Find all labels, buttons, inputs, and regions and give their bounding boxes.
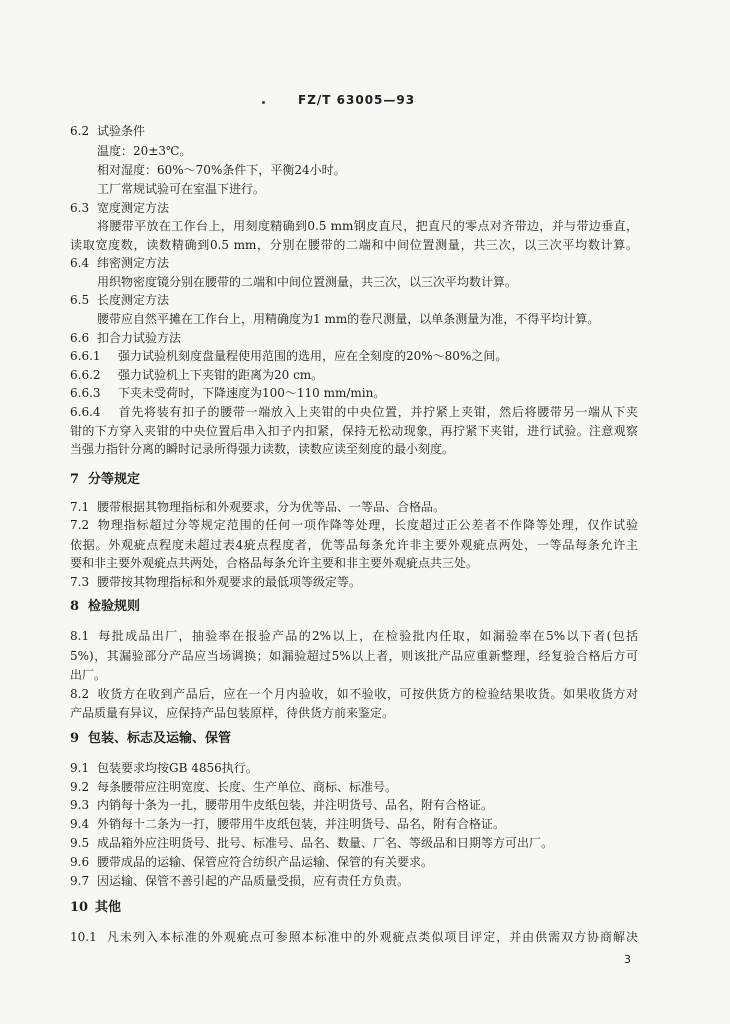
clause-number: 6.6.1 — [70, 349, 101, 363]
clause-7-2 — [70, 516, 638, 534]
section-7-heading — [70, 471, 638, 489]
clause-text: 凡未列入本标准的外观疵点可参照本标准中的外观疵点类似项目评定，并由供需双方协商解决 — [106, 930, 638, 944]
clause-text: 首先将装有扣子的腰带一端放入上夹钳的中央位置，并拧紧上夹钳，然后将腰带另一端从下夹 — [118, 405, 638, 419]
clause-9-7 — [70, 872, 638, 890]
clause-6-4-heading — [70, 254, 638, 272]
clause-title: 长度测定方法 — [97, 293, 170, 307]
clause-6-6-2 — [70, 366, 638, 384]
section-9-heading — [70, 730, 638, 748]
clause-number: 6.6.2 — [70, 368, 101, 382]
clause-6-5-heading — [70, 291, 638, 309]
clause-9-1 — [70, 759, 638, 777]
clause-8-2-body-line: 产品质量有异议，应保持产品包装原样，待供货方前来鉴定。 — [70, 706, 395, 720]
clause-6-2-body-line: 温度：20±3℃。 — [97, 144, 192, 158]
section-number: 10 — [70, 900, 89, 915]
section-8-heading — [70, 598, 638, 616]
clause-text: 因运输、保管不善引起的产品质量受损，应有责任方负责。 — [97, 874, 410, 888]
clause-text: 每条腰带应注明宽度、长度、生产单位、商标、标准号。 — [97, 780, 398, 794]
section-title: 分等规定 — [88, 472, 141, 487]
clause-6-3-body-line: 将腰带平放在工作台上，用刻度精确到0.5 mm钢皮直尺，把直尺的零点对齐带边，并与带边垂直， — [97, 219, 638, 233]
clause-8-1 — [70, 627, 638, 645]
clause-6-6-heading — [70, 329, 638, 347]
clause-6-2-heading — [70, 122, 638, 140]
standard-code-header: FZ/T 63005—93 — [298, 93, 416, 107]
clause-9-3 — [70, 796, 638, 814]
section-title: 其他 — [95, 900, 122, 915]
clause-6-4-body-line: 用织物密度镜分别在腰带的二端和中间位置测量，共三次，以三次平均数计算。 — [97, 275, 518, 289]
clause-10-1 — [70, 928, 638, 946]
clause-text: 每批成品出厂，抽验率在报验产品的2%以上，在检验批内任取，如漏验率在5%以下者(包括 — [97, 629, 638, 643]
clause-number: 6.3 — [70, 201, 90, 215]
clause-7-3 — [70, 573, 638, 591]
clause-number: 6.2 — [70, 124, 90, 138]
clause-text: 强力试验机上下夹钳的距离为20 cm。 — [118, 368, 324, 382]
clause-title: 纬密测定方法 — [97, 256, 170, 270]
clause-number: 7.2 — [70, 518, 90, 532]
clause-number: 6.6 — [70, 331, 90, 345]
clause-number: 8.2 — [70, 687, 90, 701]
clause-text: 内销每十条为一扎，腰带用牛皮纸包装，并注明货号、品名，附有合格证。 — [97, 798, 494, 812]
section-title: 检验规则 — [88, 599, 141, 614]
clause-9-6 — [70, 853, 638, 871]
clause-number: 9.5 — [70, 836, 90, 850]
clause-text: 成品箱外应注明货号、批号、标准号、品名、数量、厂名、等级品和日期等方可出厂。 — [97, 836, 554, 850]
clause-number: 8.1 — [70, 629, 90, 643]
clause-6-3-body-line: 读取宽度数，读数精确到0.5 mm，分别在腰带的二端和中间位置测量，共三次，以三次平均数计算。 — [70, 238, 638, 252]
clause-6-3-heading — [70, 199, 638, 217]
clause-9-2 — [70, 778, 638, 796]
clause-6-6-1 — [70, 347, 638, 365]
clause-title: 扣合力试验方法 — [97, 331, 182, 345]
clause-7-2-body-line: 要和非主要外观疵点共两处，合格品每条允许主要和非主要外观疵点共三处。 — [70, 556, 479, 570]
clause-number: 9.3 — [70, 798, 90, 812]
clause-9-5 — [70, 834, 638, 852]
clause-text: 收货方在收到产品后，应在一个月内验收，如不验收，可按供货方的检验结果收货。如果收货方对 — [97, 687, 638, 701]
section-number: 7 — [70, 472, 80, 487]
clause-number: 6.6.3 — [70, 386, 101, 400]
clause-6-6-3 — [70, 384, 638, 402]
clause-title: 宽度测定方法 — [97, 201, 170, 215]
clause-9-4 — [70, 815, 638, 833]
section-number: 9 — [70, 731, 80, 746]
clause-number: 7.3 — [70, 575, 90, 589]
clause-number: 6.4 — [70, 256, 90, 270]
clause-6-6-4 — [70, 403, 638, 421]
section-number: 8 — [70, 599, 80, 614]
clause-title: 试验条件 — [97, 124, 146, 138]
clause-text: 外销每十二条为一打，腰带用牛皮纸包装，并注明货号、品名，附有合格证。 — [97, 817, 506, 831]
clause-text: 下夹未受荷时，下降速度为100～110 mm/min。 — [118, 386, 386, 400]
clause-number: 9.7 — [70, 874, 90, 888]
clause-number: 6.5 — [70, 293, 90, 307]
clause-number: 9.4 — [70, 817, 90, 831]
clause-text: 腰带成品的运输、保管应符合纺织产品运输、保管的有关要求。 — [97, 855, 434, 869]
clause-text: 腰带按其物理指标和外观要求的最低项等级定等。 — [97, 575, 362, 589]
clause-number: 6.6.4 — [70, 405, 101, 419]
clause-text: 包装要求均按GB 4856执行。 — [97, 761, 258, 775]
clause-text: 腰带根据其物理指标和外观要求，分为优等品、一等品、合格品。 — [97, 500, 446, 514]
clause-8-1-body-line: 5%)，其漏验部分产品应当场调换；如漏验超过5%以上者，则该批产品应重新整理，经复验合格后方可 — [70, 649, 638, 663]
clause-7-2-body-line: 依据。外观疵点程度未超过表4疵点程度者，优等品每条允许非主要外观疵点两处，一等品每条允许主 — [70, 538, 638, 552]
section-title: 包装、标志及运输、保管 — [88, 731, 232, 746]
clause-6-6-4-body-line: 钳的下方穿入夹钳的中央位置后串入扣子内扣紧，保持无松动现象，再拧紧下夹钳，进行试验。注意观察 — [70, 424, 638, 438]
clause-6-6-4-body-line: 当强力指针分离的瞬时记录所得强力读数，读数应读至刻度的最小刻度。 — [70, 442, 455, 456]
clause-number: 10.1 — [70, 930, 97, 944]
scan-artifact-dot — [262, 101, 265, 104]
clause-number: 7.1 — [70, 500, 90, 514]
clause-7-1 — [70, 498, 638, 516]
clause-6-2-body-line: 相对湿度：60%～70%条件下，平衡24小时。 — [97, 163, 346, 177]
clause-number: 9.1 — [70, 761, 90, 775]
clause-8-2 — [70, 685, 638, 703]
clause-text: 物理指标超过分等规定范围的任何一项作降等处理，长度超过正公差者不作降等处理，仅作试验 — [97, 518, 638, 532]
clause-text: 强力试验机刻度盘量程使用范围的选用，应在全刻度的20%～80%之间。 — [118, 349, 508, 363]
clause-6-2-body-line: 工厂常规试验可在室温下进行。 — [97, 182, 266, 196]
page-number: 3 — [624, 953, 631, 966]
clause-number: 9.2 — [70, 780, 90, 794]
clause-6-5-body-line: 腰带应自然平摊在工作台上，用精确度为1 mm的卷尺测量，以单条测量为准，不得平均计算。 — [97, 312, 600, 326]
clause-number: 9.6 — [70, 855, 90, 869]
section-10-heading — [70, 899, 638, 917]
clause-8-1-body-line: 出厂。 — [70, 668, 107, 682]
